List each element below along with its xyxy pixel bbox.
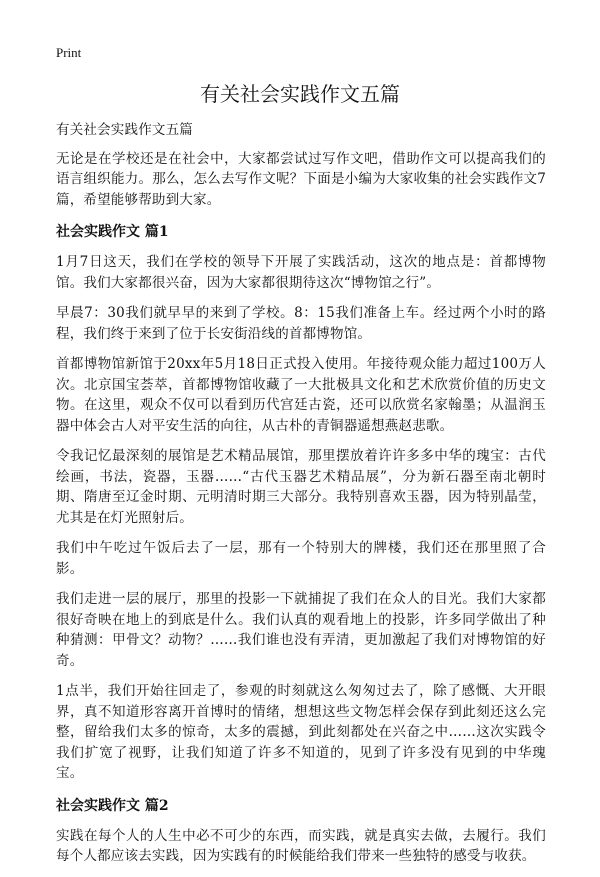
paragraph: 令我记忆最深刻的展馆是艺术精品展馆，那里摆放着许许多多中华的瑰宝：古代绘画，书法，瓷器，玉器……“古代玉器艺术精品展”，分为新石器至南北朝时期、隋唐至辽金时期、元明清时期三大部分。我特别喜欢玉器，因为特别晶莹，尤其是在灯光照射后。 <box>56 448 546 526</box>
print-link[interactable]: Print <box>56 45 82 60</box>
article-content <box>56 120 546 877</box>
article-subtitle: 有关社会实践作文五篇 <box>56 122 193 138</box>
paragraph: 实践在每个人的人生中必不可少的东西，而实践，就是真实去做，去履行。我们每个人都应该去实践，因为实践有的时候能给我们带来一些独特的感受与收获。 <box>56 827 546 864</box>
paragraph: 1点半，我们开始往回走了，参观的时刻就这么匆匆过去了，除了感慨、大开眼界，真不知道形容离开首博时的情绪，想想这些文物怎样会保存到此刻还这么完整，留给我们太多的惊奇，太多的震撼，到此刻都处在兴奋之中……这次实践令我们扩宽了视野，让我们知道了许多不知道的，见到了许多没有见到的中华瑰宝。 <box>56 683 546 781</box>
section-heading-2: 社会实践作文 篇2 <box>56 797 169 814</box>
page-title: 有关社会实践作文五篇 <box>200 82 400 106</box>
paragraph: 我们中午吃过午饭后去了一层，那有一个特别大的牌楼，我们还在那里照了合影。 <box>56 540 546 577</box>
paragraph: 早晨7：30我们就早早的来到了学校。8：15我们准备上车。经过两个小时的路程，我们终于来到了位于长安街沿线的首都博物馆。 <box>56 305 546 342</box>
paragraph: 我们走进一层的展厅，那里的投影一下就捕捉了我们在众人的目光。我们大家都很好奇映在地上的到底是什么。我们认真的观看地上的投影，许多同学做出了种种猜测：甲骨文？动物？……我们谁也没有弄清，更加激起了我们对博物馆的好奇。 <box>56 591 546 669</box>
paragraph: 首都博物馆新馆于20xx年5月18日正式投入使用。年接待观众能力超过100万人次。北京国宝荟萃，首都博物馆收藏了一大批极具文化和艺术欣赏价值的历史文物。在这里，观众不仅可以看到历代宫廷古瓷，还可以欣赏名家翰墨；从温润玉器中体会古人对平安生活的向往，从古朴的青铜器遥想燕赵悲歌。 <box>56 356 546 434</box>
intro-paragraph: 无论是在学校还是在社会中，大家都尝试过写作文吧，借助作文可以提高我们的语言组织能力。那么，怎么去写作文呢？下面是小编为大家收集的社会实践作文7篇，希望能够帮助到大家。 <box>56 150 546 208</box>
paragraph: 1月7日这天，我们在学校的领导下开展了实践活动，这次的地点是：首都博物馆。我们大家都很兴奋，因为大家都很期待这次“博物馆之行”。 <box>56 254 546 291</box>
section-heading-1: 社会实践作文 篇1 <box>56 224 169 240</box>
